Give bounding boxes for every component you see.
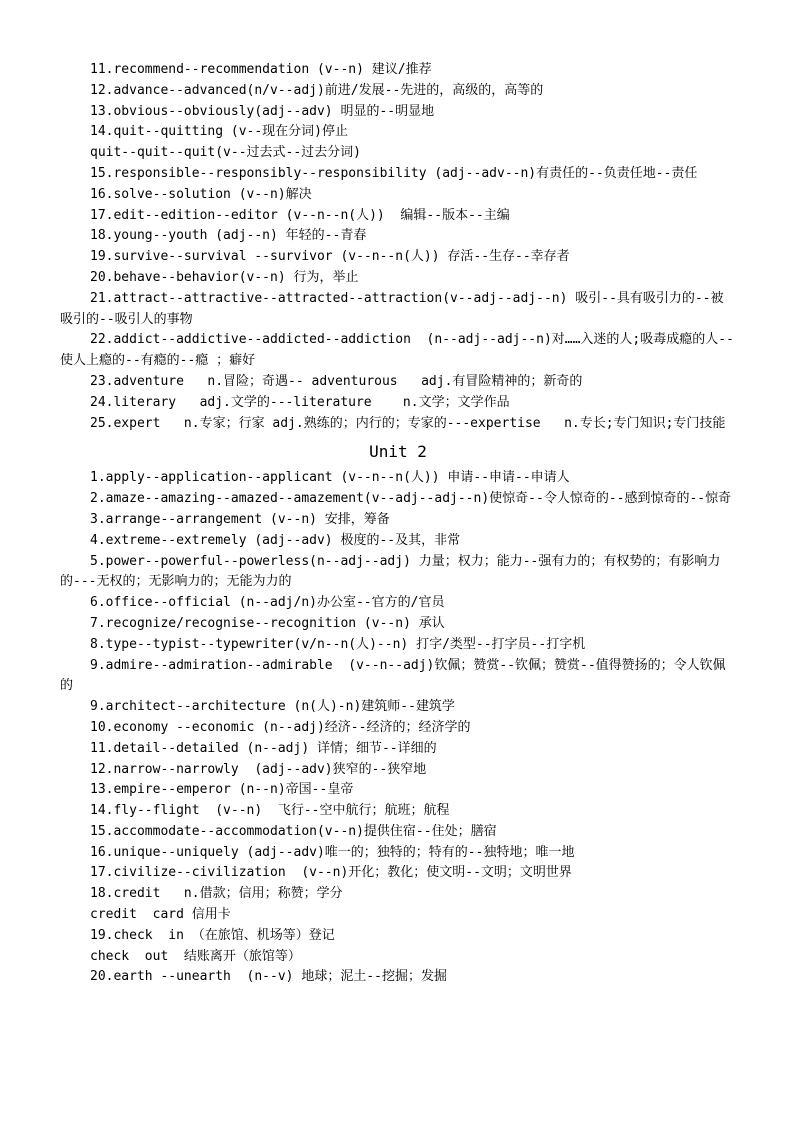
vocab-entry: 16.solve--solution (v--n)解决 (90, 186, 312, 202)
vocab-entry: 20.earth --unearth (n--v) 地球；泥土--挖掘；发掘 (90, 969, 447, 985)
vocab-entry: quit--quit--quit(v--过去式--过去分词) (90, 145, 362, 161)
vocab-entry: 14.quit--quitting (v--现在分词)停止 (90, 124, 349, 140)
vocab-entry: 17.civilize--civilization (v--n)开化；教化；使文明--文明；文明世界 (90, 865, 572, 881)
vocab-entry: 25.expert n.专家；行家 adj.熟练的；内行的；专家的---expertise n.专长;专门知识;专门技能 (90, 415, 726, 431)
vocab-entry: 18.young--youth (adj--n) 年轻的--青春 (90, 228, 367, 244)
unit1-list (60, 60, 736, 434)
vocab-entry: 3.arrange--arrangement (v--n) 安排，筹备 (90, 511, 390, 527)
vocab-entry: 12.advance--advanced(n/v--adj)前进/发展--先进的，高级的，高等的 (90, 82, 544, 98)
vocab-entry: 4.extreme--extremely (adj--adv) 极度的--及其，非常 (90, 532, 461, 548)
vocab-entry: 7.recognize/recognise--recognition (v--n) 承认 (90, 615, 445, 631)
vocab-entry: 23.adventure n.冒险；奇遇-- adventurous adj.有冒险精神的；新奇的 (90, 373, 583, 389)
vocab-entry: 15.accommodate--accommodation(v--n)提供住宿--住处；膳宿 (90, 823, 497, 839)
vocab-entry: 22.addict--addictive--addicted--addiction (n--adj--adj--n)对……入迷的人;吸毒成瘾的人--使人上瘾的--有瘾的--瘾 ；癖好 (60, 332, 734, 369)
vocab-entry: credit card 信用卡 (90, 907, 231, 923)
vocab-entry: 1.apply--application--applicant (v--n--n(人)) 申请--申请--申请人 (90, 470, 570, 486)
unit-heading: Unit 2 (369, 442, 427, 462)
vocab-entry: 18.credit n.借款；信用；称赞；学分 (90, 886, 343, 902)
vocab-entry: 14.fly--flight (v--n) 飞行--空中航行；航班；航程 (90, 803, 450, 819)
vocab-entry: 11.detail--detailed (n--adj) 详情；细节--详细的 (90, 740, 437, 756)
vocab-entry: 19.check in （在旅馆、机场等）登记 (90, 927, 335, 943)
vocab-entry: 13.empire--emperor (n--n)帝国--皇帝 (90, 782, 354, 798)
vocab-entry: 6.office--official (n--adj/n)办公室--官方的/官员 (90, 595, 445, 611)
unit2-list (60, 468, 736, 988)
vocab-entry: 21.attract--attractive--attracted--attraction(v--adj--adj--n) 吸引--具有吸引力的--被吸引的--吸引人的事物 (60, 290, 724, 327)
document-page (60, 60, 736, 988)
vocab-entry: 11.recommend--recommendation (v--n) 建议/推荐 (90, 62, 432, 77)
vocab-entry: 10.economy --economic (n--adj)经济--经济的；经济学的 (90, 719, 471, 735)
vocab-entry: 5.power--powerful--powerless(n--adj--adj) 力量；权力；能力--强有力的；有权势的；有影响力的---无权的；无影响力的；无能为力的 (60, 553, 721, 590)
vocab-entry: 2.amaze--amazing--amazed--amazement(v--adj--adj--n)使惊奇--令人惊奇的--感到惊奇的--惊奇 (90, 491, 732, 507)
vocab-entry: 9.architect--architecture (n(人)-n)建筑师--建筑学 (90, 699, 455, 715)
vocab-entry: 8.type--typist--typewriter(v/n--n(人)--n) 打字/类型--打字员--打字机 (90, 636, 586, 652)
vocab-entry: 15.responsible--responsibly--responsibility (adj--adv--n)有责任的--负责任地--责任 (90, 165, 698, 181)
vocab-entry: check out 结账离开（旅馆等） (90, 948, 301, 964)
vocab-entry: 12.narrow--narrowly (adj--adv)狭窄的--狭窄地 (90, 761, 427, 777)
vocab-entry: 20.behave--behavior(v--n) 行为，举止 (90, 269, 359, 285)
vocab-entry: 16.unique--uniquely (adj--adv)唯一的；独特的；特有的--独特地；唯一地 (90, 844, 575, 860)
vocab-entry: 17.edit--edition--editor (v--n--n(人)) 编辑--版本--主编 (90, 207, 510, 223)
vocab-entry: 19.survive--survival --survivor (v--n--n(人)) 存活--生存--幸存者 (90, 249, 570, 265)
vocab-entry: 9.admire--admiration--admirable (v--n--adj)钦佩；赞赏--钦佩；赞赏--值得赞扬的；令人钦佩的 (60, 657, 726, 694)
vocab-entry: 24.literary adj.文学的---literature n.文学；文学作品 (90, 394, 510, 410)
vocab-entry: 13.obvious--obviously(adj--adv) 明显的--明显地 (90, 103, 435, 119)
